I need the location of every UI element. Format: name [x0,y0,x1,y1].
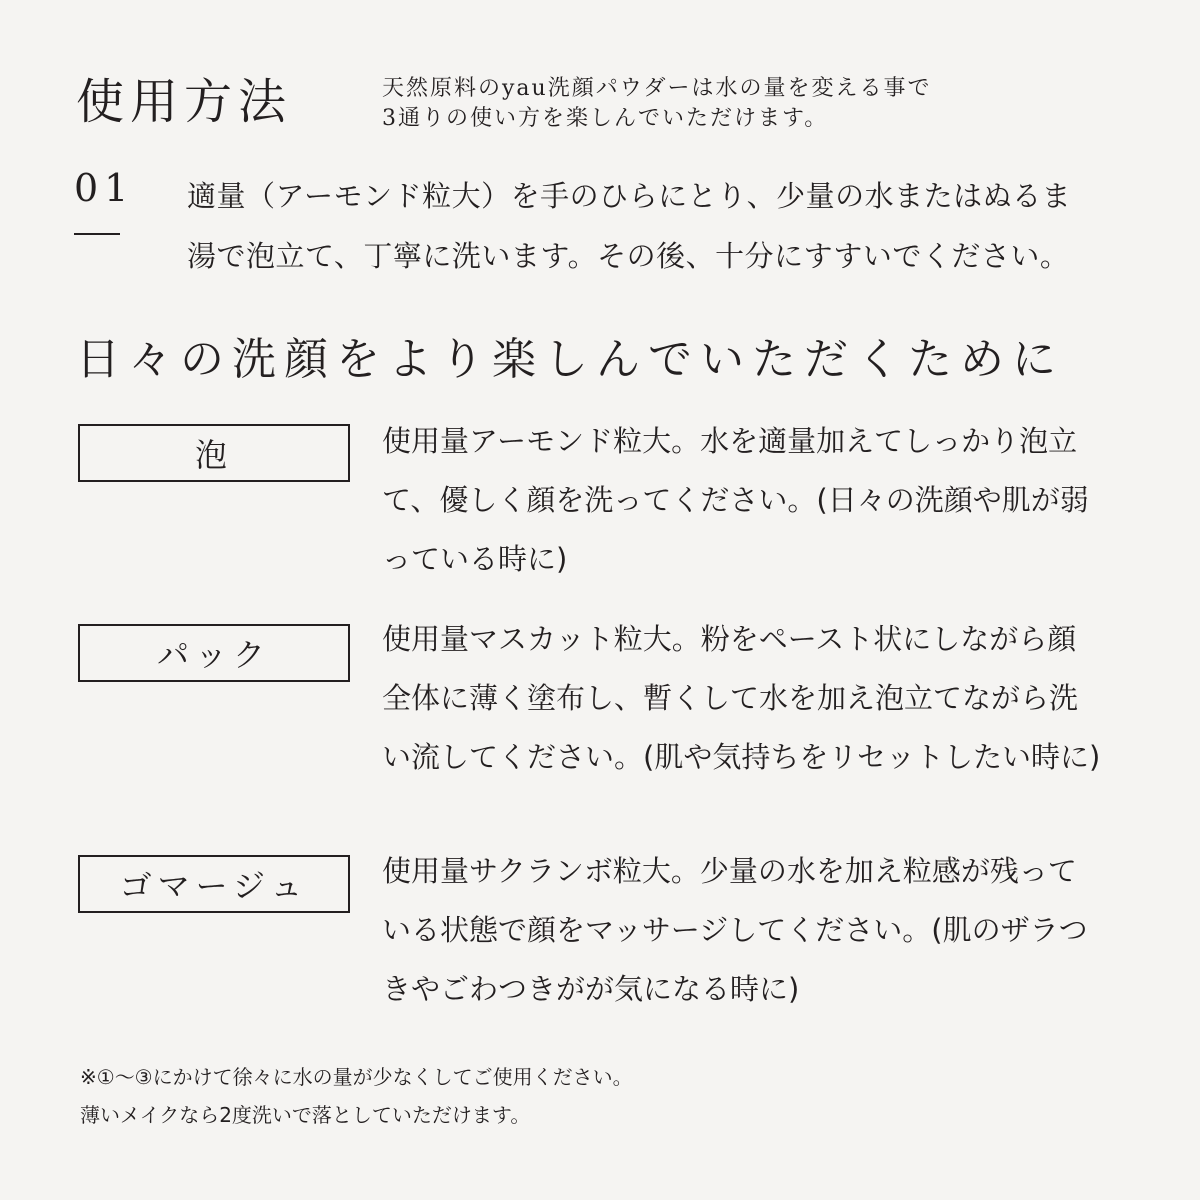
note-line: 薄いメイクなら2度洗いで落としていただけます。 [80,1103,531,1127]
method-line: 全体に薄く塗布し、暫くして水を加え泡立てながら洗 [382,681,1079,715]
notes [80,1058,633,1134]
intro-text [382,74,1142,134]
method-description-foam [382,412,1142,589]
method-line: いる状態で顔をマッサージしてください。(肌のザラつ [382,913,1088,947]
method-label-foam [78,424,350,482]
method-line: きやごわつきがが気になる時に) [382,972,800,1006]
method-description-gommage [382,842,1142,1019]
method-line: 使用量マスカット粒大。粉をペースト状にしながら顔 [382,622,1077,656]
step-line: 適量（アーモンド粒大）を手のひらにとり、少量の水またはぬるま [187,179,1072,213]
page-title: 使用方法 [76,74,293,130]
step-number: 01 [74,166,135,210]
method-label-text: ゴマージュ [119,867,309,905]
method-line: 使用量サクランボ粒大。少量の水を加え粒感が残って [382,854,1077,888]
intro-line: 3通りの使い方を楽しんでいただけます。 [382,106,829,131]
method-line: い流してください。(肌や気持ちをリセットしたい時に) [382,740,1101,774]
method-line: て、優しく顔を洗ってください。(日々の洗顔や肌が弱 [382,483,1089,517]
section-heading: 日々の洗顔をより楽しんでいただくために [76,334,1064,385]
method-description-pack [382,610,1142,787]
intro-line: 天然原料のyau洗顔パウダーは水の量を変える事で [382,76,932,101]
method-label-text: 泡 [194,436,233,474]
step-line: 湯で泡立て、丁寧に洗います。その後、十分にすすいでください。 [187,239,1070,273]
method-line: 使用量アーモンド粒大。水を適量加えてしっかり泡立 [382,424,1078,458]
step-description [187,166,1147,286]
method-label-gommage [78,855,350,913]
method-label-text: パック [156,636,271,674]
method-line: っている時に) [382,542,568,576]
method-label-pack [78,624,350,682]
step-divider [74,233,120,235]
note-line: ※①〜③にかけて徐々に水の量が少なくしてご使用ください。 [80,1065,633,1089]
